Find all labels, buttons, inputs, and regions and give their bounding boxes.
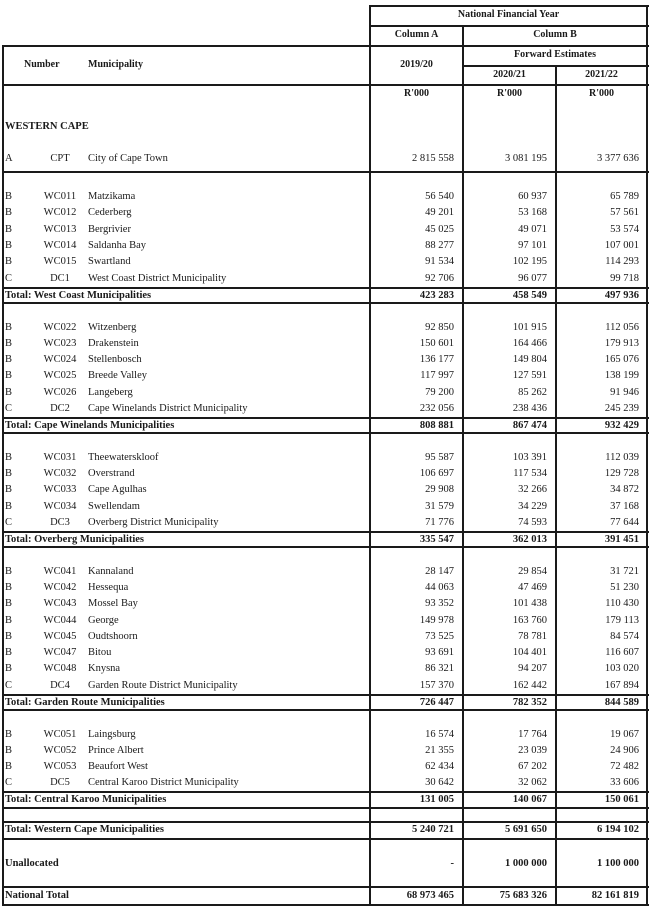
municipality-name: Overberg District Municipality <box>88 517 219 528</box>
municipality-name: Oudtshoorn <box>88 631 138 642</box>
value-2019-20: 106 697 <box>419 468 454 479</box>
category: B <box>5 191 13 202</box>
table-row <box>0 222 649 238</box>
header-forward-estimates: Forward Estimates <box>514 49 596 60</box>
value-2019-20: 5 240 721 <box>412 824 454 835</box>
divider <box>369 5 649 7</box>
municipal-code: WC025 <box>43 370 77 381</box>
national-total-row <box>0 888 649 904</box>
value-2020-21: 127 591 <box>512 370 547 381</box>
category: B <box>5 322 13 333</box>
table-row <box>0 368 649 384</box>
table-row <box>0 759 649 775</box>
table-row <box>0 629 649 645</box>
table-row <box>0 385 649 401</box>
category: B <box>5 484 13 495</box>
table-row <box>0 320 649 336</box>
municipality-name: Langeberg <box>88 387 133 398</box>
municipal-code: WC033 <box>43 484 77 495</box>
value-2020-21: 23 039 <box>518 745 547 756</box>
table-row <box>0 727 649 743</box>
category: B <box>5 256 13 267</box>
municipal-code: DC3 <box>50 517 70 528</box>
value-2019-20: 136 177 <box>419 354 454 365</box>
table-row <box>0 775 649 791</box>
value-2020-21: 149 804 <box>512 354 547 365</box>
category: C <box>5 517 13 528</box>
value-2020-21: 78 781 <box>518 631 547 642</box>
category: B <box>5 338 13 349</box>
category: B <box>5 729 13 740</box>
municipality-name: Breede Valley <box>88 370 147 381</box>
value-2020-21: 164 466 <box>512 338 547 349</box>
category: B <box>5 647 13 658</box>
value-2021-22: 497 936 <box>604 290 639 301</box>
category: B <box>5 761 13 772</box>
value-2021-22: 84 574 <box>610 631 639 642</box>
municipal-code: WC051 <box>43 729 77 740</box>
category: B <box>5 598 13 609</box>
value-2021-22: 33 606 <box>610 777 639 788</box>
municipality-name: Central Karoo District Municipality <box>88 777 239 788</box>
value-2019-20: 49 201 <box>425 207 454 218</box>
value-2019-20: 30 642 <box>425 777 454 788</box>
value-2020-21: 101 915 <box>512 322 547 333</box>
municipality-name: Bitou <box>88 647 112 658</box>
value-2020-21: 34 229 <box>518 501 547 512</box>
header-column-b: Column B <box>533 29 577 40</box>
value-2019-20: 92 706 <box>425 273 454 284</box>
header-year-b2: 2021/22 <box>585 69 618 80</box>
municipal-code: WC014 <box>43 240 77 251</box>
divider <box>369 25 649 27</box>
municipality-name: Cape Agulhas <box>88 484 147 495</box>
province-total-row <box>0 822 649 838</box>
municipality-name: Saldanha Bay <box>88 240 147 251</box>
table-row <box>0 515 649 531</box>
value-2019-20: 79 200 <box>425 387 454 398</box>
value-2020-21: 47 469 <box>518 582 547 593</box>
value-2021-22: 91 946 <box>610 387 639 398</box>
table-row <box>0 743 649 759</box>
value-2020-21: 75 683 326 <box>499 890 547 901</box>
total-label: Total: Cape Winelands Municipalities <box>5 420 175 431</box>
value-2019-20: 95 587 <box>425 452 454 463</box>
value-2021-22: 112 056 <box>605 322 639 333</box>
municipal-code: WC024 <box>43 354 77 365</box>
value-2019-20: 117 997 <box>420 370 454 381</box>
value-2021-22: 82 161 819 <box>591 890 639 901</box>
unallocated-label: Unallocated <box>5 858 59 869</box>
value-2020-21: 101 438 <box>512 598 547 609</box>
category: B <box>5 452 13 463</box>
category: B <box>5 631 13 642</box>
municipal-code: WC015 <box>43 256 77 267</box>
municipal-code: WC011 <box>43 191 77 202</box>
value-2020-21: 1 000 000 <box>505 858 547 869</box>
municipality-name: Knysna <box>88 663 121 674</box>
municipality-name: Mossel Bay <box>88 598 138 609</box>
value-2019-20: 88 277 <box>425 240 454 251</box>
header-year-a: 2019/20 <box>400 59 433 70</box>
category: C <box>5 777 13 788</box>
municipal-code: WC026 <box>43 387 77 398</box>
value-2019-20: 29 908 <box>425 484 454 495</box>
value-2020-21: 782 352 <box>512 697 547 708</box>
table-row <box>0 336 649 352</box>
value-2019-20: 335 547 <box>419 534 454 545</box>
municipal-code: WC052 <box>43 745 77 756</box>
category: B <box>5 387 13 398</box>
value-2019-20: 157 370 <box>419 680 454 691</box>
total-label: Total: West Coast Municipalities <box>5 290 152 301</box>
value-2021-22: 114 293 <box>605 256 639 267</box>
municipal-code: WC022 <box>43 322 77 333</box>
value-2021-22: 391 451 <box>604 534 639 545</box>
municipality-name: Theewaterskloof <box>88 452 159 463</box>
value-2021-22: 99 718 <box>610 273 639 284</box>
value-2020-21: 29 854 <box>518 566 547 577</box>
total-label: Total: Garden Route Municipalities <box>5 697 165 708</box>
value-2019-20: 45 025 <box>425 224 454 235</box>
value-2020-21: 96 077 <box>518 273 547 284</box>
value-2020-21: 238 436 <box>512 403 547 414</box>
table-row <box>0 352 649 368</box>
value-2021-22: 24 906 <box>610 745 639 756</box>
province-heading-row <box>0 119 649 135</box>
total-label: Total: Western Cape Municipalities <box>5 824 164 835</box>
value-2021-22: 167 894 <box>604 680 639 691</box>
value-2021-22: 1 100 000 <box>597 858 639 869</box>
value-2019-20: 68 973 465 <box>406 890 454 901</box>
municipality-name: Matzikama <box>88 191 136 202</box>
table-row <box>0 613 649 629</box>
value-2019-20: 31 579 <box>425 501 454 512</box>
value-2021-22: 150 061 <box>604 794 639 805</box>
municipality-name: Swartland <box>88 256 131 267</box>
value-2020-21: 60 937 <box>518 191 547 202</box>
category: B <box>5 745 13 756</box>
table-row <box>0 254 649 270</box>
category: A <box>5 153 13 164</box>
table-row <box>0 482 649 498</box>
municipal-code: WC043 <box>43 598 77 609</box>
municipality-name: Witzenberg <box>88 322 137 333</box>
district-total-row <box>0 532 649 548</box>
value-2021-22: 165 076 <box>604 354 639 365</box>
table-row <box>0 466 649 482</box>
value-2019-20: 73 525 <box>425 631 454 642</box>
district-total-row <box>0 695 649 711</box>
municipal-code: CPT <box>50 153 70 164</box>
unit-label-b2: R'000 <box>589 88 614 99</box>
value-2021-22: 72 482 <box>610 761 639 772</box>
value-2020-21: 5 691 650 <box>505 824 547 835</box>
table-row <box>0 499 649 515</box>
category: B <box>5 501 13 512</box>
table-row <box>0 661 649 677</box>
table-row <box>0 238 649 254</box>
category: B <box>5 354 13 365</box>
municipal-code: WC031 <box>43 452 77 463</box>
value-2021-22: 245 239 <box>604 403 639 414</box>
value-2019-20: 149 978 <box>419 615 454 626</box>
header-municipality: Municipality <box>88 59 144 70</box>
total-label: Total: Central Karoo Municipalities <box>5 794 167 805</box>
unit-label-b1: R'000 <box>497 88 522 99</box>
table-row <box>0 678 649 694</box>
value-2019-20: 232 056 <box>419 403 454 414</box>
table-row <box>0 580 649 596</box>
value-2019-20: 93 352 <box>425 598 454 609</box>
header-number: Number <box>24 59 60 70</box>
value-2019-20: 62 434 <box>425 761 454 772</box>
municipality-name: George <box>88 615 119 626</box>
municipality-name: City of Cape Town <box>88 153 168 164</box>
header-national-financial-year: National Financial Year <box>457 9 560 20</box>
value-2020-21: 140 067 <box>512 794 547 805</box>
municipal-code: WC032 <box>43 468 77 479</box>
value-2019-20: - <box>450 858 454 869</box>
municipal-code: WC023 <box>43 338 77 349</box>
value-2019-20: 150 601 <box>419 338 454 349</box>
value-2021-22: 112 039 <box>605 452 639 463</box>
table-row <box>0 205 649 221</box>
municipal-code: DC4 <box>50 680 70 691</box>
table-row <box>0 401 649 417</box>
municipality-name: Drakenstein <box>88 338 139 349</box>
table-row <box>0 271 649 287</box>
category: B <box>5 240 13 251</box>
category: B <box>5 207 13 218</box>
value-2021-22: 116 607 <box>605 647 639 658</box>
municipal-code: WC048 <box>43 663 77 674</box>
category: B <box>5 615 13 626</box>
value-2021-22: 77 644 <box>610 517 639 528</box>
value-2021-22: 57 561 <box>610 207 639 218</box>
divider <box>2 904 649 906</box>
municipal-code: WC013 <box>43 224 77 235</box>
municipal-code: WC053 <box>43 761 77 772</box>
municipal-code: WC047 <box>43 647 77 658</box>
municipality-name: Laingsburg <box>88 729 136 740</box>
table-row <box>0 450 649 466</box>
district-total-row <box>0 418 649 434</box>
value-2021-22: 3 377 636 <box>597 153 639 164</box>
value-2019-20: 423 283 <box>419 290 454 301</box>
value-2021-22: 19 067 <box>610 729 639 740</box>
municipality-name: Cederberg <box>88 207 132 218</box>
municipal-code: WC045 <box>43 631 77 642</box>
value-2019-20: 808 881 <box>419 420 454 431</box>
value-2020-21: 94 207 <box>518 663 547 674</box>
value-2021-22: 932 429 <box>604 420 639 431</box>
municipal-code: WC044 <box>43 615 77 626</box>
value-2021-22: 107 001 <box>604 240 639 251</box>
value-2021-22: 53 574 <box>610 224 639 235</box>
table-row <box>0 151 649 167</box>
value-2019-20: 28 147 <box>425 566 454 577</box>
municipality-name: Beaufort West <box>88 761 148 772</box>
national-total-label: National Total <box>5 890 69 901</box>
value-2019-20: 2 815 558 <box>412 153 454 164</box>
table-row <box>0 189 649 205</box>
value-2021-22: 110 430 <box>605 598 639 609</box>
municipality-name: Overstrand <box>88 468 135 479</box>
municipality-name: Stellenbosch <box>88 354 142 365</box>
municipal-code: WC041 <box>43 566 77 577</box>
value-2020-21: 67 202 <box>518 761 547 772</box>
value-2021-22: 34 872 <box>610 484 639 495</box>
value-2020-21: 49 071 <box>518 224 547 235</box>
value-2020-21: 17 764 <box>518 729 547 740</box>
value-2020-21: 32 062 <box>518 777 547 788</box>
category: B <box>5 224 13 235</box>
municipality-name: Cape Winelands District Municipality <box>88 403 248 414</box>
category: C <box>5 273 13 284</box>
municipal-code: WC012 <box>43 207 77 218</box>
value-2021-22: 65 789 <box>610 191 639 202</box>
value-2019-20: 92 850 <box>425 322 454 333</box>
value-2019-20: 131 005 <box>419 794 454 805</box>
value-2021-22: 844 589 <box>604 697 639 708</box>
value-2021-22: 179 913 <box>604 338 639 349</box>
value-2021-22: 37 168 <box>610 501 639 512</box>
value-2021-22: 103 020 <box>604 663 639 674</box>
unallocated-row <box>0 856 649 872</box>
value-2019-20: 726 447 <box>419 697 454 708</box>
value-2020-21: 163 760 <box>512 615 547 626</box>
value-2021-22: 138 199 <box>604 370 639 381</box>
value-2020-21: 162 442 <box>512 680 547 691</box>
table-row <box>0 564 649 580</box>
value-2020-21: 85 262 <box>518 387 547 398</box>
value-2020-21: 102 195 <box>512 256 547 267</box>
value-2020-21: 867 474 <box>512 420 547 431</box>
value-2019-20: 44 063 <box>425 582 454 593</box>
category: C <box>5 680 13 691</box>
municipality-name: Hessequa <box>88 582 129 593</box>
category: B <box>5 468 13 479</box>
district-total-row <box>0 792 649 808</box>
divider <box>2 45 649 47</box>
divider <box>2 838 649 840</box>
value-2020-21: 458 549 <box>512 290 547 301</box>
municipal-code: DC1 <box>50 273 70 284</box>
header-column-a: Column A <box>394 29 439 40</box>
category: C <box>5 403 13 414</box>
municipality-name: Kannaland <box>88 566 134 577</box>
table-row <box>0 645 649 661</box>
district-total-row <box>0 288 649 304</box>
value-2019-20: 71 776 <box>425 517 454 528</box>
value-2020-21: 117 534 <box>513 468 547 479</box>
value-2020-21: 104 401 <box>512 647 547 658</box>
category: B <box>5 370 13 381</box>
value-2019-20: 93 691 <box>425 647 454 658</box>
divider <box>2 84 649 86</box>
category: B <box>5 582 13 593</box>
municipality-name: Prince Albert <box>88 745 144 756</box>
value-2020-21: 53 168 <box>518 207 547 218</box>
municipal-code: WC034 <box>43 501 77 512</box>
municipal-code: DC5 <box>50 777 70 788</box>
category: B <box>5 566 13 577</box>
value-2020-21: 74 593 <box>518 517 547 528</box>
municipal-code: DC2 <box>50 403 70 414</box>
municipality-name: Swellendam <box>88 501 140 512</box>
value-2021-22: 6 194 102 <box>597 824 639 835</box>
municipality-name: West Coast District Municipality <box>88 273 227 284</box>
header-year-b1: 2020/21 <box>493 69 526 80</box>
value-2019-20: 21 355 <box>425 745 454 756</box>
value-2021-22: 51 230 <box>610 582 639 593</box>
municipality-name: Garden Route District Municipality <box>88 680 238 691</box>
value-2020-21: 3 081 195 <box>505 153 547 164</box>
value-2019-20: 86 321 <box>425 663 454 674</box>
unit-label-a: R'000 <box>404 88 429 99</box>
value-2021-22: 129 728 <box>604 468 639 479</box>
value-2021-22: 179 113 <box>605 615 639 626</box>
municipal-code: WC042 <box>43 582 77 593</box>
category: B <box>5 663 13 674</box>
total-label: Total: Overberg Municipalities <box>5 534 145 545</box>
province-heading: WESTERN CAPE <box>5 121 89 132</box>
value-2021-22: 31 721 <box>610 566 639 577</box>
value-2020-21: 97 101 <box>518 240 547 251</box>
value-2019-20: 16 574 <box>425 729 454 740</box>
divider <box>2 171 649 173</box>
value-2020-21: 32 266 <box>518 484 547 495</box>
municipality-name: Bergrivier <box>88 224 131 235</box>
value-2020-21: 362 013 <box>512 534 547 545</box>
value-2019-20: 91 534 <box>425 256 454 267</box>
table-row <box>0 596 649 612</box>
value-2020-21: 103 391 <box>512 452 547 463</box>
value-2019-20: 56 540 <box>425 191 454 202</box>
